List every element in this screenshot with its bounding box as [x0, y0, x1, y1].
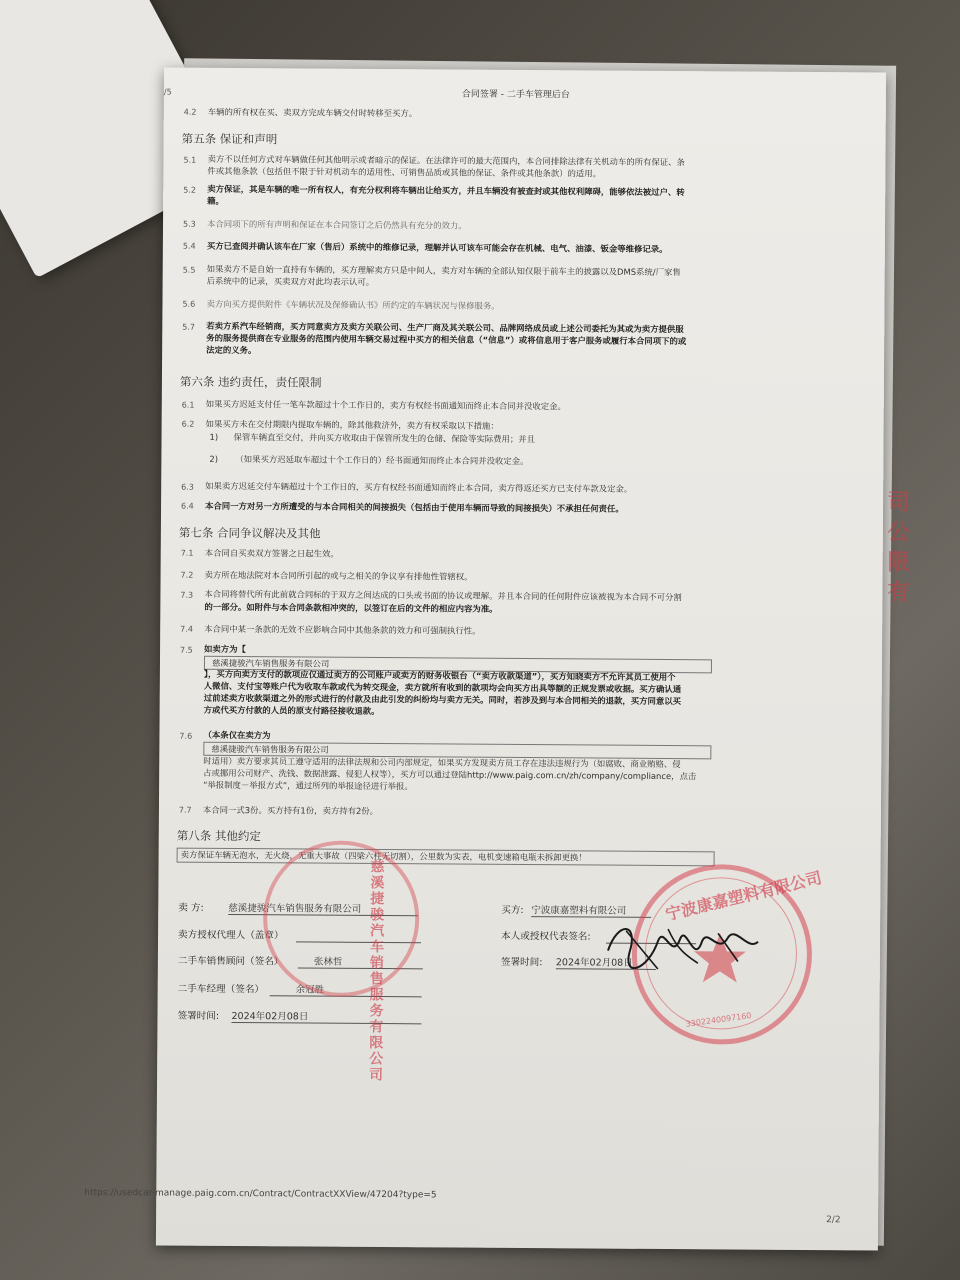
seller-agent-label: 卖方授权代理人（盖章）: [178, 929, 284, 942]
sub-item-text: （如果买方迟延取车超过十个工作日的）经书面通知而终止本合同并没收定金。: [235, 454, 529, 467]
buyer-date-label: 签署时间:: [500, 956, 543, 969]
clause-number: 5.1: [183, 155, 197, 165]
clause-text: 如卖方为【: [204, 643, 246, 655]
buyer-name-field: 宁波康嘉塑料有限公司: [531, 902, 651, 918]
clause-text: 务的服务提供商在专业服务的范围内使用车辆交易过程中买方的相关信息（“信息”）或将信息用于客户服务或履行本合同项下的或: [206, 332, 687, 347]
section-5-title: 第五条 保证和声明: [181, 131, 278, 147]
clause-text: 如果买方迟延支付任一笔车款超过十个工作日的，卖方有权经书面通知而终止本合同并没收定金。: [205, 398, 566, 412]
buyer-date-field: 2024年02月08日: [556, 954, 656, 970]
clause-number: 5.6: [182, 299, 196, 309]
clause-text: 本合同一方对另一方所遭受的与本合同相关的间接损失（包括由于使用车辆而导致的间接损失）不承担任何责任。: [205, 500, 624, 514]
clause-text: 车辆的所有权在买、卖双方完成车辆交付时转移至买方。: [207, 106, 418, 119]
clause-number: 5.7: [182, 322, 196, 332]
clause-number: 4.2: [183, 107, 197, 117]
clause-number: 5.3: [182, 219, 196, 229]
seller-label: 卖 方:: [178, 902, 204, 914]
buyer-handwritten-signature: [598, 911, 768, 982]
page-mark: /5: [163, 87, 172, 97]
clause-text: 本合同自买卖双方签署之日起生效。: [204, 547, 339, 559]
clause-number: 5.4: [182, 241, 196, 251]
clause-text: 卖方不以任何方式对车辆做任何其他明示或者暗示的保证。在法律许可的最大范围内，本合同排除法律有关机动车的所有保证、条: [207, 153, 685, 168]
clause-text: 】，买方向卖方支付的款项应仅通过卖方的公司账户或卖方的财务收银台（“卖方收款渠道”），买方知晓卖方不允许其员工使用个: [203, 668, 676, 683]
clause-text: 如果卖方不是自始一直持有车辆的，买方理解卖方只是中间人，卖方对车辆的全部认知仅限于前车主的披露以及DMS系统/厂家售: [206, 263, 681, 278]
clause-number: 5.2: [183, 185, 197, 195]
clause-text: 时适用）卖方要求其员工遵守适用的法律法规和公司内部规定，如果买方发现卖方员工存在违法违规行为（如腐败、商业贿赂、侵: [203, 755, 681, 770]
sub-item-number: 2): [209, 453, 219, 464]
seller-date-field: 2024年02月08日: [231, 1008, 421, 1024]
clause-number: 6.1: [181, 400, 195, 410]
clause-text: 本合同项下的所有声明和保证在本合同签订之后仍然具有充分的效力。: [206, 218, 467, 231]
seller-company-seal: [263, 840, 420, 997]
clause-number: 7.7: [178, 805, 192, 815]
footer-page-number: 2/2: [826, 1215, 841, 1226]
buyer-seal-text: 宁波康嘉塑料有限公司: [663, 867, 824, 925]
seller-company-name: 慈溪捷骏汽车销售服务有限公司: [211, 657, 330, 669]
clause-number: 6.3: [181, 482, 194, 492]
section-6-title: 第六条 违约责任，责任限制: [179, 374, 322, 390]
clause-text: 如果买方未在交付期限内提取车辆的，除其他救济外，卖方有权采取以下措施：: [205, 418, 499, 431]
clause-text: 方或代买方付款的人员的原支付路径接收退款。: [203, 704, 380, 717]
clause-text: 卖方保证，其是车辆的唯一所有权人，有充分权利将车辆出让给买方，并且车辆没有被查封或其他权利障碍，能够依法被过户、转: [207, 183, 685, 198]
clause-number: 6.4: [181, 501, 194, 511]
clause-text: 本合同将替代所有此前就合同标的于双方之间达成的口头或书面的协议或理解。并且本合同的任何附件应该被视为本合同不可分割: [204, 588, 682, 603]
seller-company-name: 慈溪捷骏汽车销售服务有限公司: [211, 743, 329, 755]
clause-text: 件或其他条款（包括但不限于针对机动车的适用性、可销售品质或其他的保证、条件或其他条款）的适用。: [207, 165, 602, 179]
seller-seal-text: 慈溪捷骏汽车销售服务有限公司: [367, 858, 385, 1084]
clause-text: （本条仅在卖方为: [203, 729, 271, 741]
section-8-title: 第八条 其他约定: [176, 828, 261, 844]
buyer-label: 买方:: [501, 904, 524, 917]
clause-number: 5.5: [182, 265, 196, 275]
consultant-signature-field: 张林哲: [298, 953, 423, 969]
sub-item-number: 1): [209, 431, 219, 442]
manager-label: 二手车经理（签名）: [177, 983, 265, 996]
clause-text: 卖方向买方提供附件《车辆状况及保修确认书》所约定的车辆状况与保修服务。: [206, 298, 500, 311]
clause-text: 法定的义务。: [206, 344, 257, 356]
clause-number: 7.2: [180, 570, 194, 580]
clause-text: 籍。: [207, 195, 224, 206]
clause-text: 卖方所在地法院对本合同所引起的或与之相关的争议享有排他性管辖权。: [204, 569, 473, 582]
clause-text: 本合同一式3份。买方持有1份，卖方持有2份。: [202, 804, 379, 817]
buyer-rep-label: 本人或授权代表签名:: [501, 930, 591, 943]
clause-number: 7.3: [180, 590, 194, 600]
clause-text: 过前述卖方收款渠道之外的形式进行的付款及由此引发的纠纷均与卖方无关。同时，若涉及到与本合同相关的退款，买方同意以买: [203, 692, 682, 707]
seller-name-field: 慈溪捷骏汽车销售服务有限公司: [228, 900, 418, 916]
other-terms-text: 卖方保证车辆无泡水，无火烧，无重大事故（四梁六柱无切割），公里数为实表，电机变速箱电瓶未拆卸更换！: [180, 849, 587, 863]
clause-text: “举报制度－举报方式”，通过所列的举报途径进行举报。: [203, 779, 413, 792]
consultant-label: 二手车销售顾问（签名）: [177, 955, 284, 968]
seller-date-label: 签署时间:: [177, 1010, 220, 1022]
clause-text: 人微信、支付宝等账户代为收取车款或代为转交现金，卖方就所有收到的款项均会向买方出具等额的正规发票或收据。买方确认通: [203, 680, 682, 695]
buyer-seal-number: 3302240097160: [685, 1011, 752, 1029]
page-header-title: 合同签署 - 二手车管理后台: [461, 89, 570, 101]
clause-text: 买方已查阅并确认该车在厂家（售后）系统中的维修记录，理解并认可该车可能会存在机械、电气、油漆、钣金等维修记录。: [206, 240, 668, 255]
section-7-title: 第七条 合同争议解决及其他: [178, 525, 321, 541]
manager-signature-field: 余冠胜: [270, 981, 422, 997]
clause-number: 7.4: [180, 624, 193, 634]
clause-text: 如果卖方迟延交付车辆超过十个工作日的，买方有权经书面通知而终止本合同，卖方得返还买方已支付车款及定金。: [205, 480, 633, 494]
clause-text: 占或挪用公司财产、洗钱、数据泄露、侵犯人权等），买方可以通过登陆http://www.paig.com.cn/zh/company/compliance，点击: [203, 767, 697, 782]
clause-text: 后系统中的记录，买卖双方对此均表示认可。: [206, 275, 375, 287]
contract-page: [84, 67, 886, 1250]
other-terms-box: [177, 848, 715, 867]
footer-url: https://usedcar-manage.paig.com.cn/Contract/ContractXXView/47204?type=5: [84, 1187, 437, 1201]
clause-text: 本合同中某一条款的无效不应影响合同中其他条款的效力和可强制执行性。: [204, 623, 481, 636]
clause-number: 7.1: [180, 548, 194, 558]
clause-text: 的一部分。如附件与本合同条款相冲突的，以签订在后的文件的相应内容为准。: [204, 601, 498, 614]
sub-item-text: 保管车辆直至交付，并向买方收取由于保管所发生的仓储、保险等实际费用；并且: [233, 431, 536, 445]
edge-stamp-fragment: 司公限有: [884, 490, 909, 610]
clause-number: 7.5: [180, 645, 193, 655]
clause-number: 6.2: [181, 419, 195, 429]
clause-number: 7.6: [179, 731, 193, 741]
clause-text: 若卖方系汽车经销商，买方同意卖方及卖方关联公司、生产厂商及其关联公司、品牌网络成员或上述公司委托为其或为卖方提供服: [206, 320, 684, 335]
